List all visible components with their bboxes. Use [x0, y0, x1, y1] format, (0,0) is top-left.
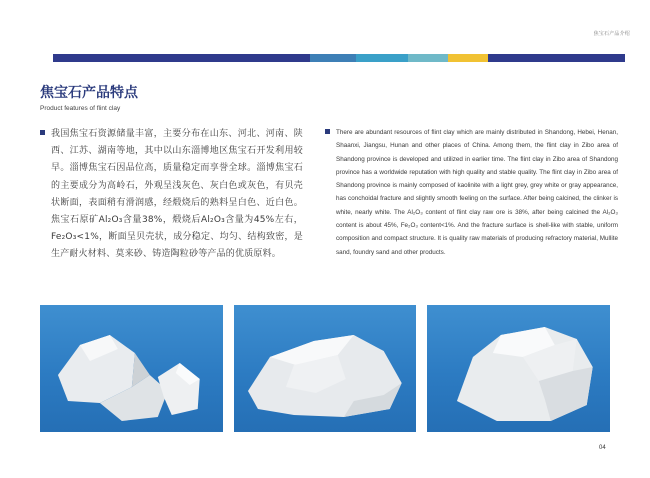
flint-clay-photo	[427, 305, 610, 432]
header-label: 焦宝石产品介绍	[593, 31, 630, 37]
photo-row	[40, 305, 610, 432]
band-segment	[448, 54, 488, 62]
color-band	[53, 54, 625, 62]
body-text-chinese: 我国焦宝石资源储量丰富，主要分布在山东、河北、河南、陕西、江苏、湖南等地，其中以山东淄博地区焦宝石开发利用较早。淄博焦宝石因品位高，质量稳定而享誉全球。淄博焦宝石的主要成分为高岭石，外观呈浅灰色、灰白色或灰色，有贝壳状断面，表面稍有滑润感，经煅烧后的熟料呈白色、近白色。焦宝石原矿Al₂O₃含量38%，煅烧后Al₂O₃含量为45%左右，Fe₂O₃<1%，断面呈贝壳状，成分稳定、均匀、结构致密，是生产耐火材料、莫来砂、铸造陶粒砂等产品的优质原料。	[51, 129, 303, 260]
band-segment	[408, 54, 448, 62]
section-title: 焦宝石产品特点	[40, 85, 138, 101]
band-segment	[242, 54, 311, 62]
flint-clay-photo	[234, 305, 417, 432]
bullet-icon	[325, 129, 330, 134]
band-segment	[167, 54, 241, 62]
band-segment	[488, 54, 557, 62]
body-column-english	[325, 126, 618, 259]
band-segment	[53, 54, 167, 62]
bullet-icon	[40, 130, 45, 135]
body-column-chinese	[40, 126, 303, 264]
flint-clay-photo	[40, 305, 223, 432]
body-text-english: There are abundant resources of flint clay which are mainly distributed in Shandong, Hebei, Henan, Shaanxi, Jiangsu, Hunan and other places of China. Among them, the flint clay in Zibo area of Shandong province is developed and utilized in earlier time. The flint clay in Zibo area of Shandong province has a worldwide reputation with high quality and stable quality. The flint clay in Zibo area of Shandong province is mainly composed of kaolinite with a light grey, grey white or gray appearance, has conchoidal fracture and slightly smooth feeling on the surface. After being calcined, the clinker is white, nearly white. The Al₂O₃ content of flint clay raw ore is 38%, after being calcined the Al₂O₃ content is about 45%, Fe₂O₃ content<1%. And the fracture surface is shell-like with stable, uniform composition and compact structure. It is quality raw materials of producing refractory material, Mullite sand, foundry sand and other products.	[336, 129, 618, 256]
band-segment	[310, 54, 356, 62]
section-subtitle: Product features of flint clay	[40, 105, 121, 112]
page-number: 04	[599, 445, 606, 451]
band-segment	[556, 54, 625, 62]
band-segment	[356, 54, 407, 62]
